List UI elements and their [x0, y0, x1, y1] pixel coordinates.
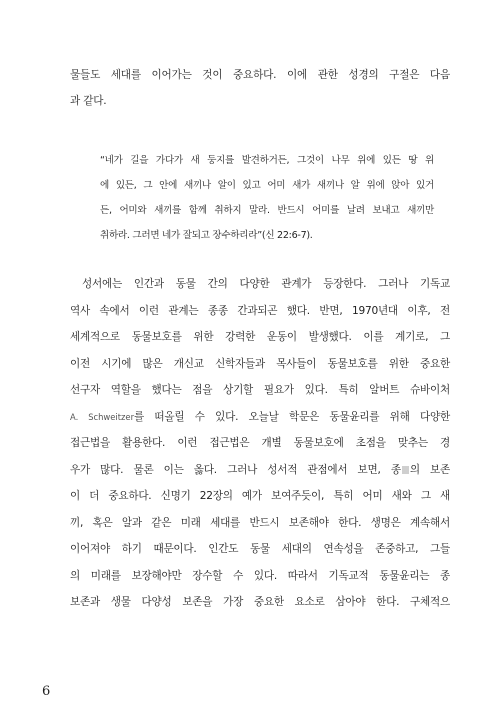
main-line: 접근법을 활용한다. 이런 접근법은 개별 동물보호에 초점을 맞추는 경 [70, 437, 450, 449]
main-line: 이어져야 하기 때문이다. 인간도 동물 세대의 연속성을 존중하고, 그들 [70, 543, 450, 555]
main-line-text: 의 보존 [409, 463, 451, 476]
main-line: 의 미래를 보장해야만 장수할 수 있다. 따라서 기독교적 동물윤리는 종 [70, 569, 450, 582]
main-line: 세계적으로 동물보호를 위한 강력한 운동이 발생했다. 이를 계기로, 그 [70, 331, 450, 343]
quote-line: “네가 길을 가다가 새 둥지를 발견하거든, 그것이 나무 위에 있든 땅 위 [100, 155, 434, 166]
intro-line: 과 같다. [70, 95, 107, 107]
main-line: 보존과 생물 다양성 보존을 가장 중요한 요소로 삼아야 한다. 구체적으 [70, 596, 450, 608]
main-line: 역사 속에서 이런 관계는 종종 간과되곤 했다. 반면, 1970년대 이후, 전 [70, 304, 450, 317]
quote-line: 에 있든, 그 안에 새끼나 알이 있고 어미 새가 새끼나 알 위에 앉아 있거 [100, 180, 434, 191]
main-line-schweitzer [70, 404, 450, 431]
smudged-glyph [402, 466, 409, 474]
main-line: 끼, 혹은 알과 같은 미래 세대를 반드시 보존해야 한다. 생명은 계속해서 [70, 516, 450, 529]
main-paragraph [70, 271, 450, 616]
main-line-species [70, 457, 450, 484]
main-line: 이전 시기에 많은 개신교 신학자들과 목사들이 동물보호를 위한 중요한 [70, 357, 450, 370]
main-line: 이 더 중요하다. 신명기 22장의 예가 보여주듯이, 특히 어미 새와 그 새 [70, 490, 450, 502]
main-line: 선구자 역할을 했다는 점을 상기할 필요가 있다. 특히 알버트 슈바이처 [70, 384, 450, 396]
page-number: 6 [42, 684, 51, 699]
quote-line: 취하라. 그러면 네가 잘되고 장수하리라”(신 22:6-7). [100, 230, 313, 241]
main-line-text: 우가 많다. 물론 이는 옳다. 그러나 성서적 관점에서 보면, 종 [70, 463, 401, 476]
main-line [70, 271, 450, 298]
quote-line: 든, 어미와 새끼를 함께 취하지 말라. 반드시 어미를 날려 보내고 새끼만 [100, 205, 434, 216]
schweitzer-latin-name: A. Schweitzer [70, 411, 135, 422]
intro-line: 물들도 세대를 이어가는 것이 중요하다. 이에 관한 성경의 구절은 다음 [70, 69, 450, 81]
scripture-quote [100, 148, 434, 248]
main-line-text: 성서에는 인간과 동물 간의 다양한 관계가 등장한다. 그러나 기독교 [82, 278, 450, 290]
main-line-text: 를 떠올릴 수 있다. 오늘날 학문은 동물윤리를 위해 다양한 [134, 410, 450, 423]
intro-paragraph [70, 62, 450, 114]
